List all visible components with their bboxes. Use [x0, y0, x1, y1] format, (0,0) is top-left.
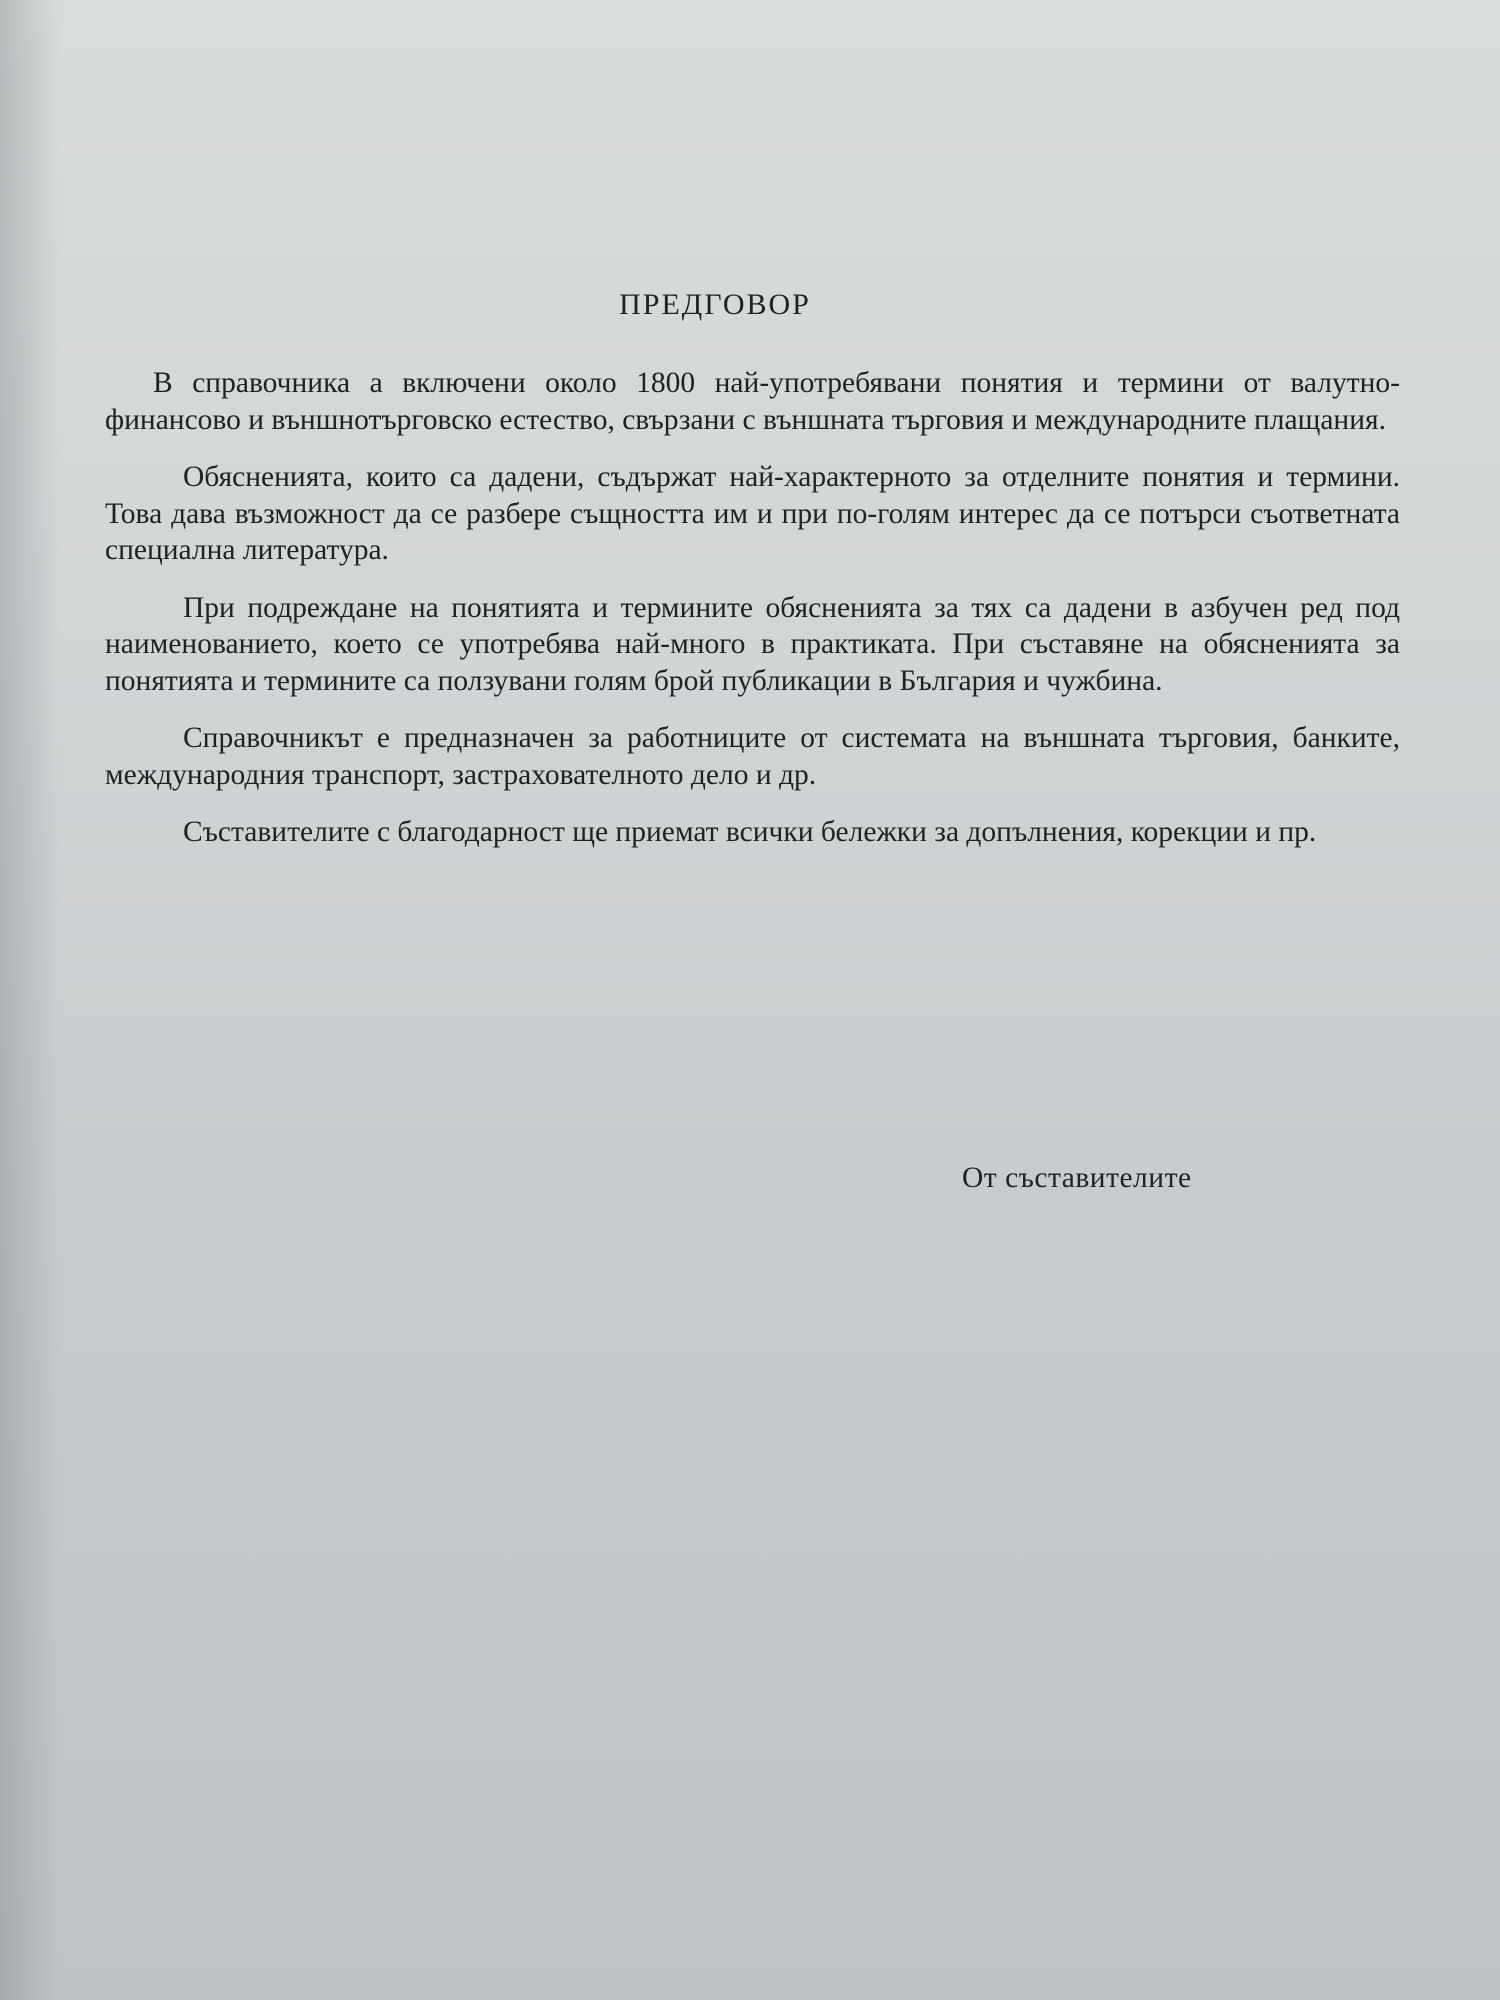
paragraph-2: Обясненията, които са дадени, съдържат най-характерното за отделните понятия и термини. Това дава възможност да се разбере същността им и при по-голям интерес да се потърси съответната специална литература.: [105, 461, 1400, 566]
preface-body: [105, 365, 1400, 872]
page-title: ПРЕДГОВОР: [619, 288, 811, 321]
paragraph-3: При подреждане на понятията и термините обясненията за тях са дадени в азбучен ред под наименованието, което се употребява най-много в практиката. При съставяне на обясненията за понятията и термините са ползувани голям брой публикации в България и чужбина.: [105, 591, 1400, 697]
paragraph-4: Справочникът е предназначен за работниците от системата на външната търговия, банките, международния транспорт, застрахователното дело и др.: [105, 722, 1400, 791]
paragraph-5: Съставителите с благодарност ще приемат всички бележки за допълнения, корекции и пр.: [183, 816, 1317, 848]
signature: От съставителите: [962, 1162, 1192, 1194]
paragraph-1: В справочника а включени около 1800 най-употребявани понятия и термини от валутно-финансово и външнотърговско естество, свързани с външната търговия и международните плащания.: [105, 367, 1400, 436]
